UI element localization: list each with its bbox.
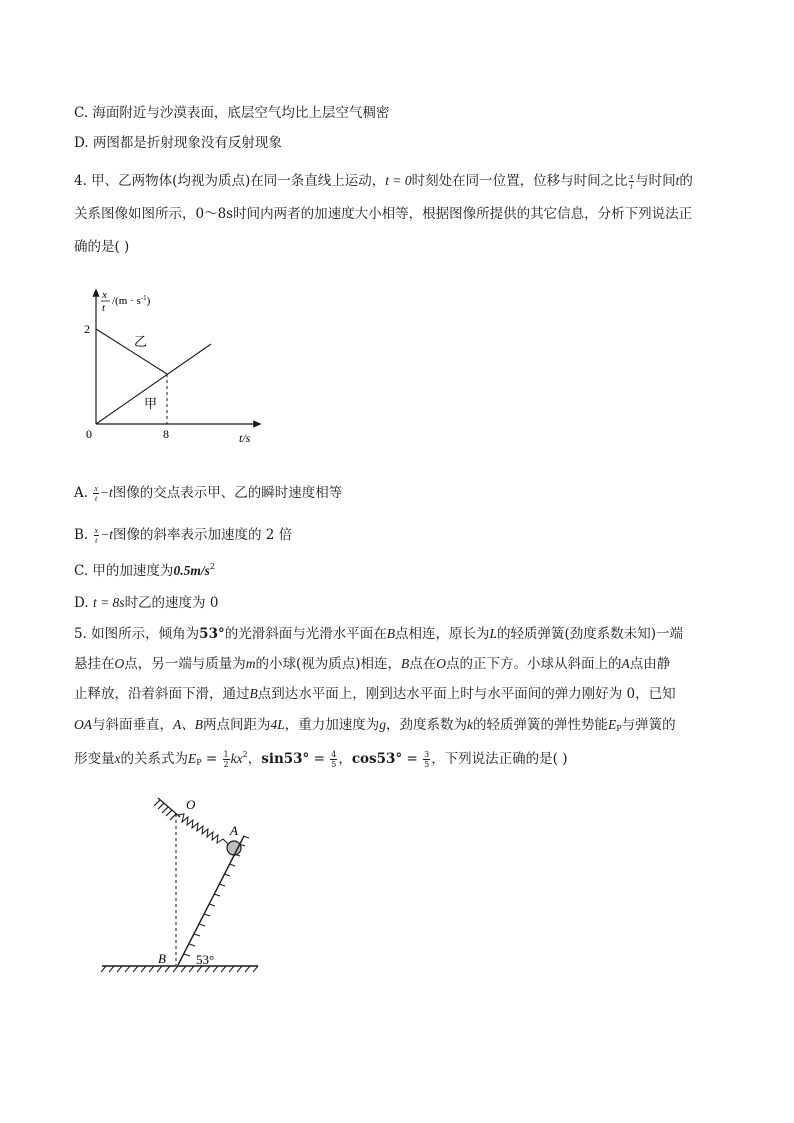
- option-d-prev: D. 两图都是折射现象没有反射现象: [74, 135, 282, 151]
- option-b-fraction: $\frac{x}{t}$: [94, 526, 99, 545]
- ylabel-num: x: [102, 289, 107, 301]
- q4-stem-line1: [74, 172, 693, 191]
- option-a-fraction: $\frac{x}{t}$: [94, 484, 98, 503]
- q5-stem-line2: 悬挂在O点，另一端与质量为m的小球(视为质点)相连，B点在O点的正下方。小球从斜面上的A点由静: [74, 656, 671, 672]
- option-c-prev: C. 海面附近与沙漠表面，底层空气均比上层空气稠密: [74, 105, 390, 121]
- q4-stem-text: 与时间: [635, 173, 676, 189]
- q5-stem-line4: OA与斜面垂直，A、B两点间距为4L，重力加速度为g，劲度系数为k的轻质弹簧的弹性势能$E_P$与弹簧的: [74, 717, 676, 733]
- ytick-2: 2: [84, 322, 90, 336]
- line-jia: [96, 344, 211, 424]
- option-c-text: C. 甲的加速度为: [74, 563, 174, 579]
- frac-numerator: x: [629, 172, 634, 181]
- ylabel-den: t: [102, 302, 106, 314]
- option-a-text: 图像的交点表示甲、乙的瞬时速度相等: [112, 485, 343, 501]
- q4-stem-text: 的: [679, 173, 693, 189]
- option-c-value: 0.5m/s: [173, 563, 210, 578]
- q5-stem-line1: 5. 如图所示，倾角为53°的光滑斜面与光滑水平面在B点相连，原长为L的轻质弹簧(劲度系数未知)一端: [74, 626, 684, 642]
- option-label: A.: [74, 485, 93, 501]
- label-A: A: [230, 823, 238, 838]
- label-B: B: [158, 951, 166, 966]
- label-O: O: [186, 797, 196, 812]
- q4-xt-graph: [80, 280, 270, 450]
- q4-t-var: t: [675, 173, 680, 188]
- frac-denominator: t: [630, 182, 633, 191]
- option-d-value: t = 8s: [92, 595, 125, 610]
- angle-label: 53°: [196, 952, 215, 967]
- option-label: D.: [74, 595, 93, 611]
- q4-ratio-fraction: [629, 172, 635, 191]
- origin-0: 0: [86, 427, 92, 441]
- ball: [227, 841, 241, 855]
- ylabel-unit: $/(m \cdot s^{-1})$: [112, 294, 151, 307]
- spring: [178, 814, 231, 846]
- label-jia: 甲: [144, 396, 158, 411]
- xtick-8: 8: [163, 427, 169, 441]
- incline-surface: [178, 836, 244, 965]
- option-c-exp: 2: [209, 562, 215, 571]
- incline-hatching: [184, 836, 249, 956]
- xlabel: t/s: [239, 431, 251, 445]
- option-b-text: 图像的斜率表示加速度的 2 倍: [112, 527, 293, 543]
- q4-option-c: [74, 562, 215, 580]
- q4-t0: t = 0: [385, 173, 412, 188]
- q4-stem-text: 时间内两者的加速度大小相等，根据图像所提供的其它信息，分析下列说法正: [233, 206, 693, 222]
- line-yi: [96, 329, 167, 374]
- q5-stem-line5: 形变量x的关系式为$E_P$ = $\frac{1}{2}$ $kx^2$，sin53° = $\frac{4}{5}$ ，cos53° = $\frac{3}{5}$ ，下列说法正确的是( ): [74, 750, 568, 769]
- option-label: B.: [74, 527, 93, 543]
- q4-stem-line2: [74, 205, 692, 223]
- q4-option-a: [74, 484, 342, 503]
- ground-hatching: [101, 966, 258, 972]
- option-d-text: 时乙的速度为 0: [124, 595, 219, 611]
- q4-option-b: [74, 526, 292, 545]
- q5-stem-line3: 止释放，沿着斜面下滑，通过B点到达水平面上，刚到达水平面上时与水平面间的弹力刚好为 0，已知: [74, 686, 676, 702]
- option-b-t: −t: [100, 527, 113, 542]
- q4-range: 0～8s: [195, 206, 234, 222]
- option-a-t: −t: [99, 485, 113, 500]
- q4-option-d: [74, 594, 218, 612]
- q4-stem-text: 时刻处在同一位置，位移与时间之比: [411, 173, 628, 189]
- q4-stem-text: 关系图像如图所示，: [74, 206, 196, 222]
- q4-stem-text: 4. 甲、乙两物体(均视为质点)在同一条直线上运动，: [74, 173, 386, 189]
- q4-stem-line3: 确的是( ): [74, 239, 130, 255]
- q5-incline-figure: [98, 784, 268, 979]
- label-yi: 乙: [134, 334, 148, 349]
